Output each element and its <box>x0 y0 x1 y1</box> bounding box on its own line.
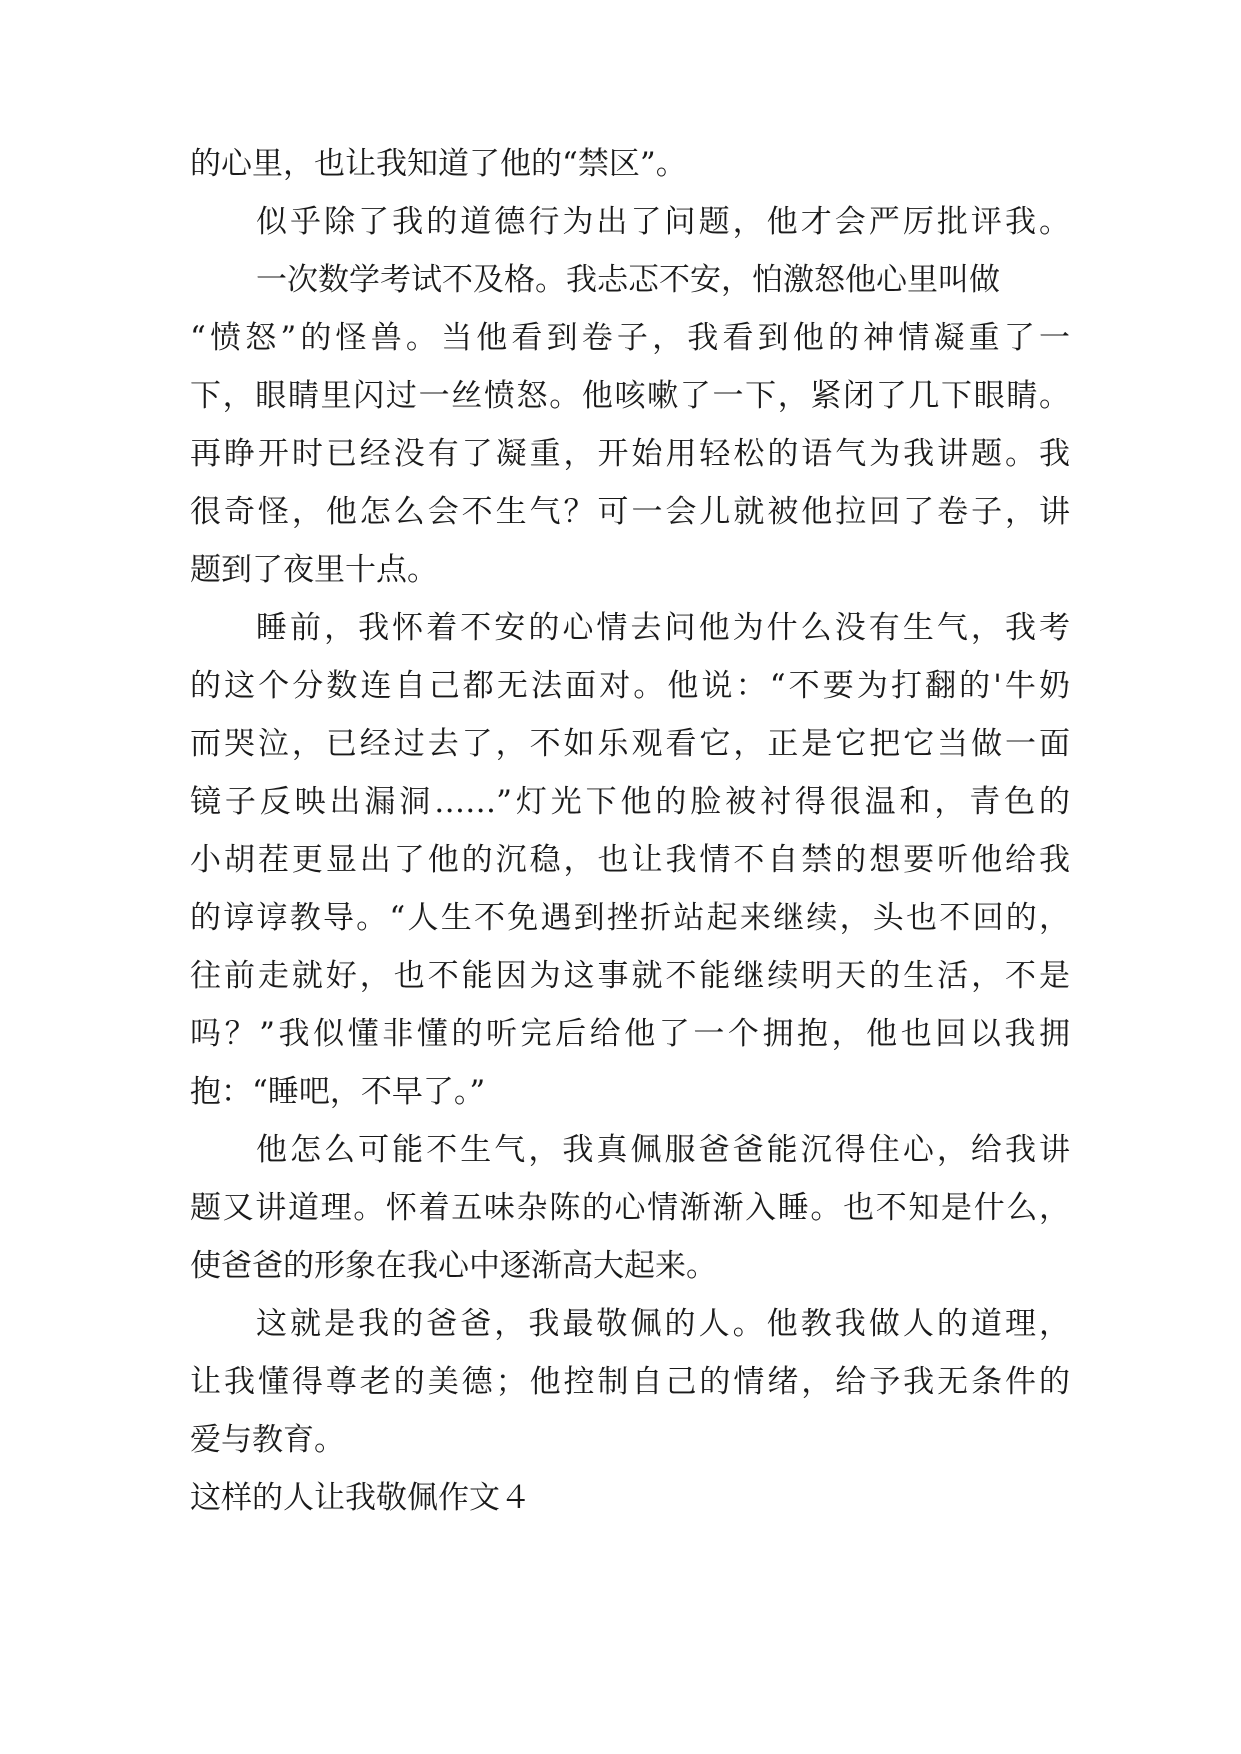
text-line: 他怎么可能不生气，我真佩服爸爸能沉得住心，给我讲 <box>256 1132 1070 1168</box>
text-line: 而哭泣，已经过去了，不如乐观看它，正是它把它当做一面 <box>190 726 1070 762</box>
text-line: 爱与教育。 <box>190 1422 345 1458</box>
text-line: 的心里，也让我知道了他的“禁区”。 <box>190 146 687 182</box>
text-line: 睡前，我怀着不安的心情去问他为什么没有生气，我考 <box>256 610 1070 646</box>
text-line: 的这个分数连自己都无法面对。他说：“不要为打翻的'牛奶 <box>190 668 1070 704</box>
text-line: 抱：“睡吧，不早了。” <box>190 1074 486 1110</box>
section-heading: 这样的人让我敬佩作文４ <box>190 1480 531 1516</box>
text-line: 似乎除了我的道德行为出了问题，他才会严厉批评我。 <box>256 204 1070 240</box>
text-line: 让我懂得尊老的美德；他控制自己的情绪，给予我无条件的 <box>190 1364 1070 1400</box>
text-line: 镜子反映出漏洞……”灯光下他的脸被衬得很温和，青色的 <box>190 784 1070 820</box>
text-line: 题又讲道理。怀着五味杂陈的心情渐渐入睡。也不知是什么， <box>190 1190 1070 1226</box>
text-line: 小胡茬更显出了他的沉稳，也让我情不自禁的想要听他给我 <box>190 842 1070 878</box>
text-line: 再睁开时已经没有了凝重，开始用轻松的语气为我讲题。我 <box>190 436 1070 472</box>
text-line: 这就是我的爸爸，我最敬佩的人。他教我做人的道理， <box>256 1306 1070 1342</box>
text-line: 吗？”我似懂非懂的听完后给他了一个拥抱，他也回以我拥 <box>190 1016 1070 1052</box>
text-line: 很奇怪，他怎么会不生气？可一会儿就被他拉回了卷子，讲 <box>190 494 1070 530</box>
text-line: “愤怒”的怪兽。当他看到卷子，我看到他的神情凝重了一 <box>190 320 1070 356</box>
text-line: 往前走就好，也不能因为这事就不能继续明天的生活，不是 <box>190 958 1070 994</box>
text-line: 的谆谆教导。“人生不免遇到挫折站起来继续，头也不回的， <box>190 900 1070 936</box>
text-line: 题到了夜里十点。 <box>190 552 438 588</box>
text-line: 使爸爸的形象在我心中逐渐高大起来。 <box>190 1248 717 1284</box>
text-line: 一次数学考试不及格。我忐忑不安，怕激怒他心里叫做 <box>256 262 1000 298</box>
text-line: 下，眼睛里闪过一丝愤怒。他咳嗽了一下，紧闭了几下眼睛。 <box>190 378 1070 414</box>
